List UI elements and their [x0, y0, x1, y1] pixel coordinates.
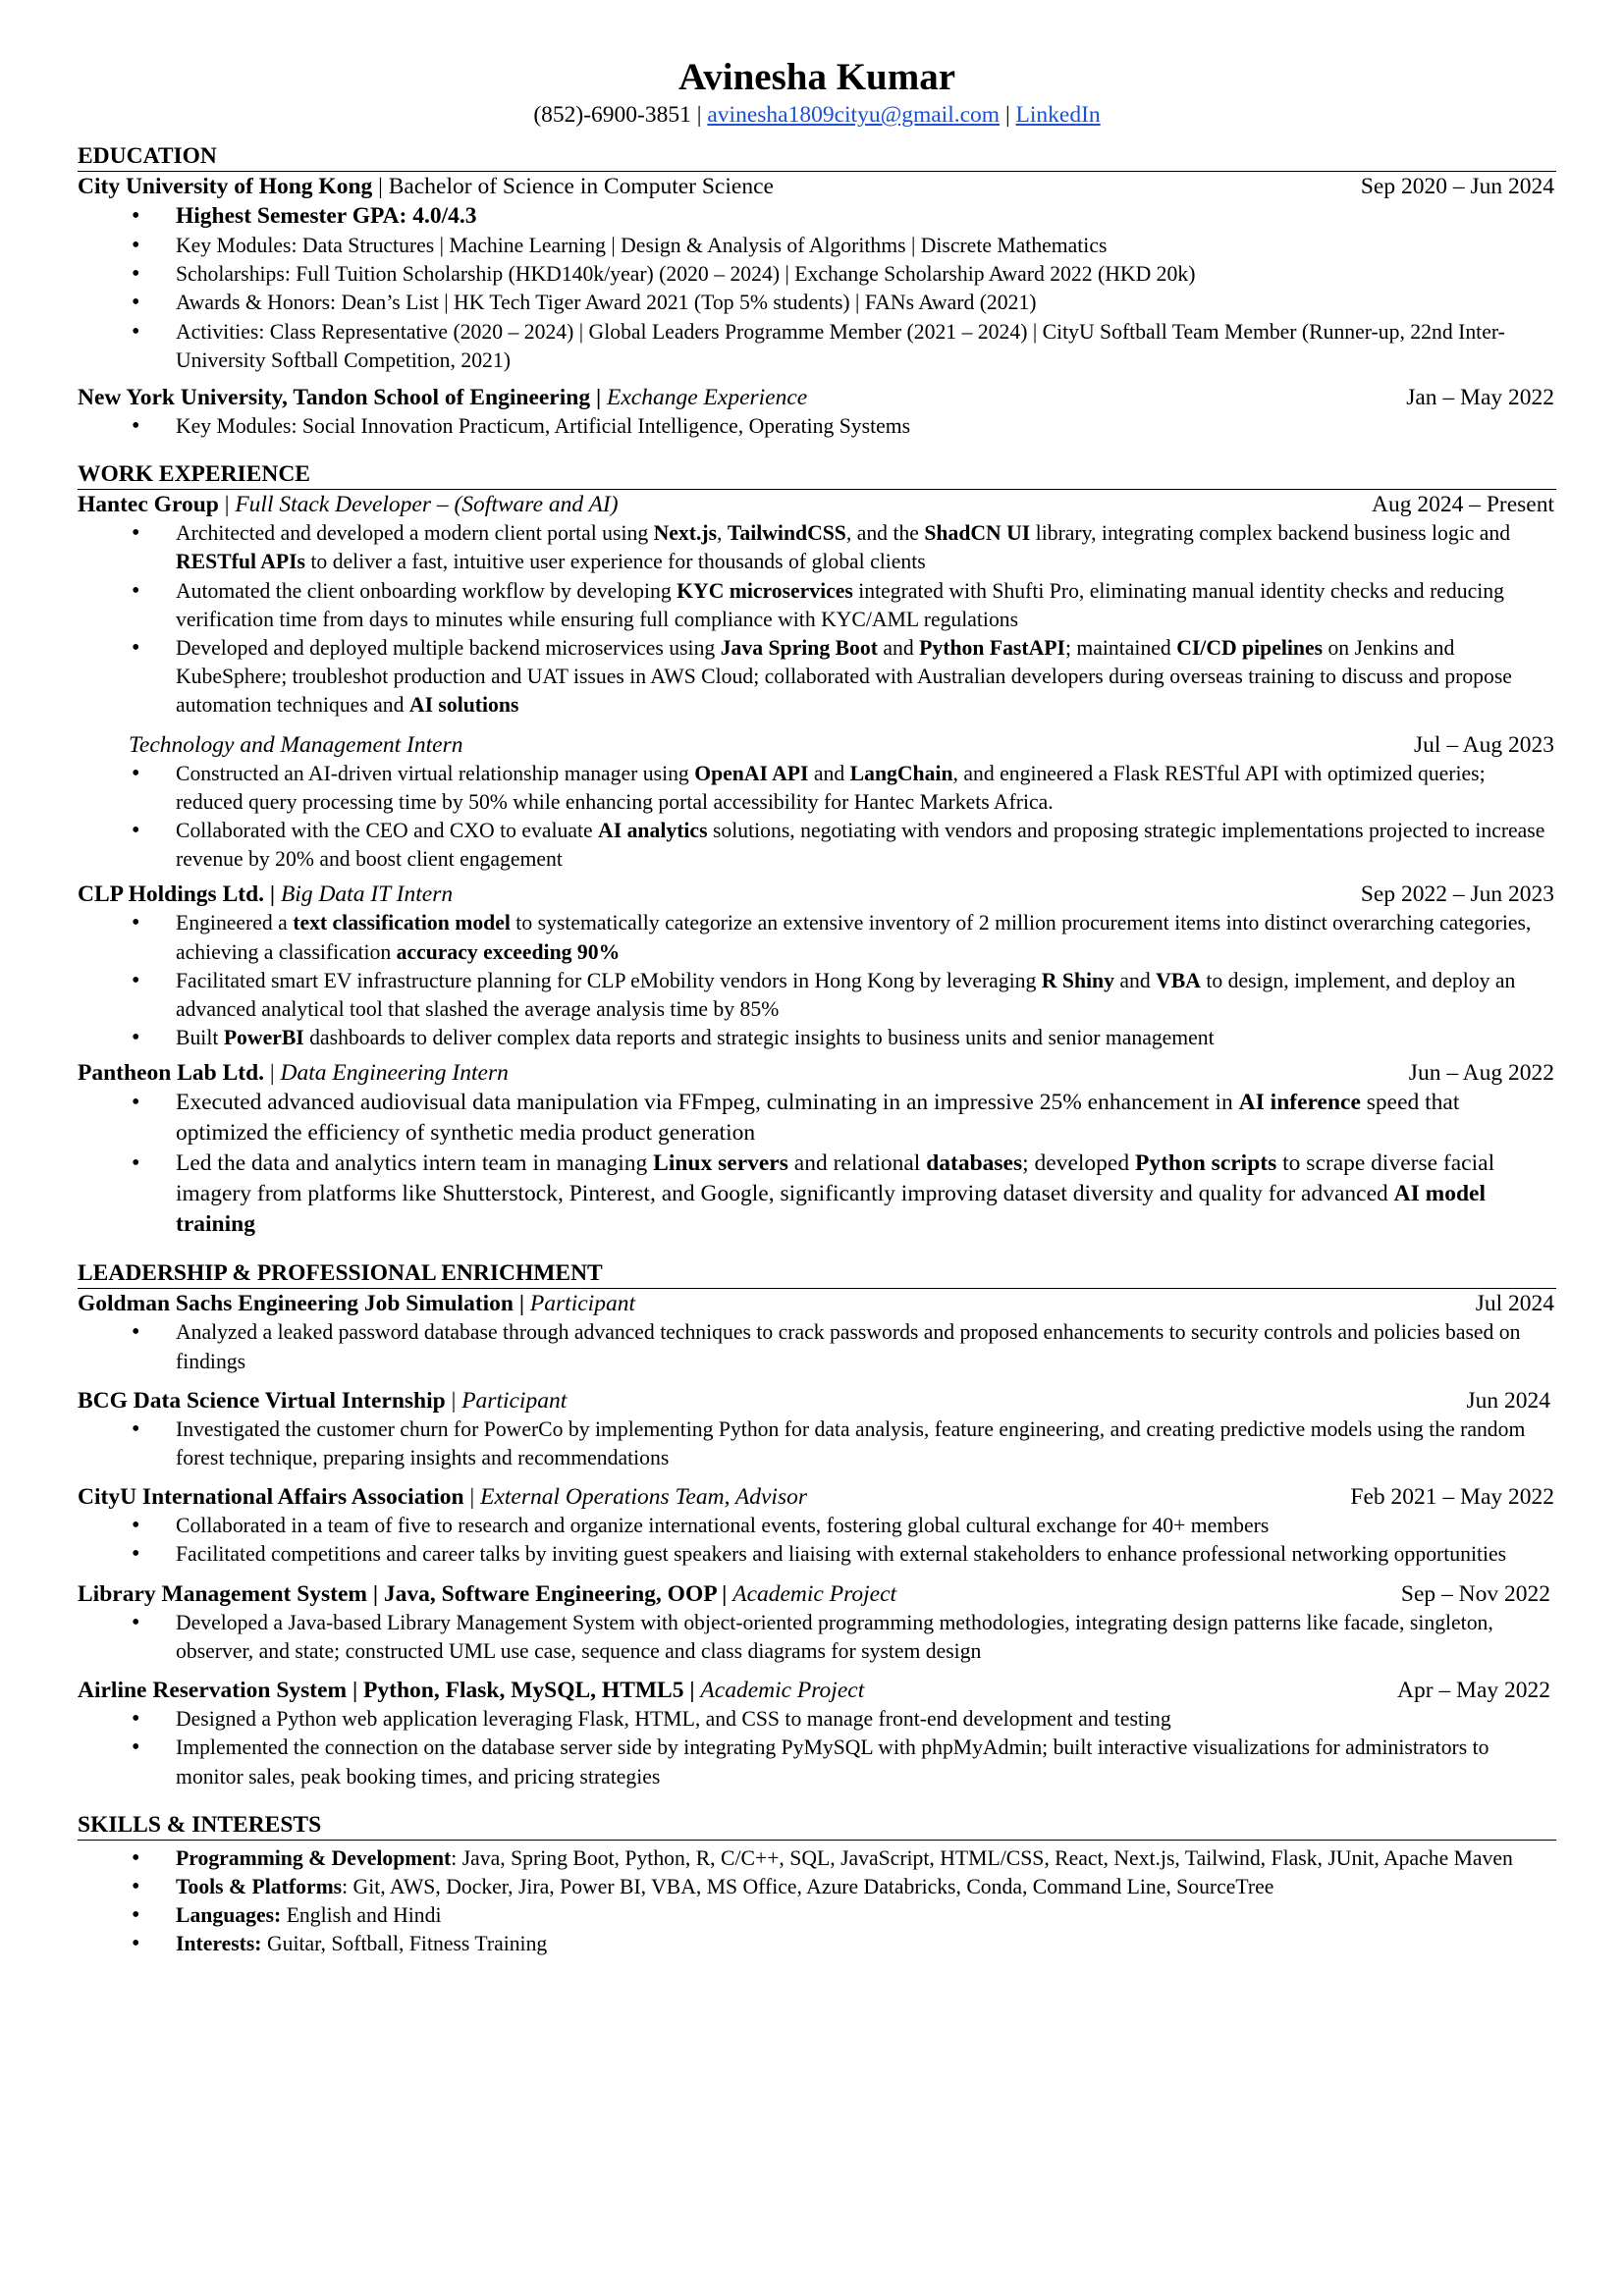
role: Technology and Management Intern — [129, 731, 463, 758]
bullet-list — [78, 1415, 1556, 1472]
org: Goldman Sachs Engineering Job Simulation | — [78, 1291, 525, 1317]
date: Jun – Aug 2022 — [1408, 1060, 1554, 1087]
entry-header: CityU International Affairs Association | External Operations Team, Advisor Feb 2021 – May 2022 — [78, 1484, 1554, 1511]
list-item: • Implemented the connection on the database server side by integrating PyMySQL with phpMyAdmin; built interactive visualizations for administrators to monitor sales, peak booking times, and pricing strategies — [78, 1734, 1556, 1790]
entry-header: Hantec Group | Full Stack Developer – (Software and AI) Aug 2024 – Present — [78, 492, 1554, 518]
list-item: • Built PowerBI dashboards to deliver complex data reports and strategic insights to business units and senior management — [78, 1024, 1556, 1052]
entry-header — [78, 1676, 1556, 1705]
list-item: • Collaborated in a team of five to research and organize international events, fostering global cultural exchange for 40+ members — [78, 1512, 1556, 1540]
bullet-list — [78, 760, 1556, 875]
role: Exchange Experience — [607, 385, 808, 411]
bullet-list — [78, 1705, 1556, 1791]
section-education: EDUCATION — [78, 142, 1556, 172]
date: Jul 2024 — [1475, 1291, 1554, 1317]
bullet-list — [78, 1844, 1556, 1959]
bullet-list — [78, 201, 1556, 375]
org: City University of Hong Kong — [78, 174, 373, 199]
date: Sep 2020 – Jun 2024 — [1360, 174, 1554, 199]
contact-line: (852)-6900-3851 | avinesha1809cityu@gmail.com | LinkedIn — [533, 102, 1101, 128]
bullet-list — [78, 909, 1556, 1052]
list-item: • Facilitated smart EV infrastructure planning for CLP eMobility vendors in Hong Kong by leveraging R Shiny and VBA to design, implement, and deploy an advanced analytical tool that slashed the average analysis time by 85% — [78, 967, 1556, 1024]
list-item: • Investigated the customer churn for PowerCo by implementing Python for data analysis, feature engineering, and creating predictive models using the random forest technique, preparing insights and recommendations — [78, 1415, 1556, 1472]
role: Full Stack Developer – (Software and AI) — [235, 492, 619, 518]
entry-header: BCG Data Science Virtual Internship | Participant Jun 2024 — [78, 1386, 1556, 1415]
list-item: • Automated the client onboarding workflow by developing KYC microservices integrated with Shufti Pro, eliminating manual identity checks and reducing verification time from days to minutes while ensuring full compliance with KYC/AML regulations — [78, 577, 1556, 634]
org: Hantec Group — [78, 492, 219, 518]
list-item: • Languages: English and Hindi — [78, 1901, 1556, 1930]
date: Jun 2024 — [1466, 1387, 1550, 1414]
entry-header — [78, 1289, 1556, 1318]
list-item: • Engineered a text classification model to systematically categorize an extensive inventory of 2 million procurement items into distinct overarching categories, achieving a classification accuracy exceeding 90% — [78, 909, 1556, 966]
entry-header: City University of Hong Kong | Bachelor of Science in Computer Science Sep 2020 – Jun 2024 — [78, 174, 1554, 199]
email-link[interactable]: avinesha1809cityu@gmail.com — [707, 102, 1001, 128]
entry-header: Pantheon Lab Ltd. | Data Engineering Intern Jun – Aug 2022 — [78, 1060, 1554, 1087]
bullet-list — [78, 1318, 1556, 1375]
date: Feb 2021 – May 2022 — [1350, 1484, 1554, 1511]
section-leadership: LEADERSHIP & PROFESSIONAL ENRICHMENT — [78, 1259, 1556, 1289]
bullet-list — [78, 1609, 1556, 1666]
list-item: • Developed a Java-based Library Management System with object-oriented programming methodologies, integrating design patterns like facade, singleton, observer, and state; constructed UML use case, sequence and class diagrams for system design — [78, 1609, 1556, 1666]
org: BCG Data Science Virtual Internship — [78, 1387, 446, 1414]
org: Airline Reservation System | Python, Flask, MySQL, HTML5 | — [78, 1678, 695, 1704]
list-item: • Facilitated competitions and career talks by inviting guest speakers and liaising with external stakeholders to enhance professional networking opportunities — [78, 1540, 1556, 1569]
role: External Operations Team, Advisor — [480, 1484, 808, 1511]
org: Pantheon Lab Ltd. — [78, 1060, 265, 1087]
entry-header — [78, 1579, 1556, 1609]
role: Participant — [529, 1291, 635, 1317]
list-item: • Architected and developed a modern client portal using Next.js, TailwindCSS, and the ShadCN UI library, integrating complex backend business logic and RESTful APIs to deliver a fast, intuitive user experience for thousands of global clients — [78, 519, 1556, 576]
role: Big Data IT Intern — [280, 881, 454, 908]
linkedin-link[interactable]: LinkedIn — [1015, 102, 1101, 128]
role: Participant — [461, 1387, 568, 1414]
role: Academic Project — [700, 1678, 865, 1704]
list-item: • Designed a Python web application leveraging Flask, HTML, and CSS to manage front-end development and testing — [78, 1705, 1556, 1734]
phone: (852)-6900-3851 — [533, 102, 691, 128]
list-item: • Scholarships: Full Tuition Scholarship (HKD140k/year) (2020 – 2024) | Exchange Scholarship Award 2022 (HKD 20k) — [78, 260, 1556, 289]
resume-page — [78, 55, 1556, 1959]
date: Aug 2024 – Present — [1371, 492, 1554, 518]
list-item: • Programming & Development: Java, Spring Boot, Python, R, C/C++, SQL, JavaScript, HTML/CSS, React, Next.js, Tailwind, Flask, JUnit, Apache Maven — [78, 1844, 1556, 1873]
entry-header — [78, 383, 1556, 412]
section-work-experience: WORK EXPERIENCE — [78, 460, 1556, 490]
role: Academic Project — [732, 1580, 897, 1607]
entry-header — [78, 730, 1556, 760]
list-item: • Tools & Platforms: Git, AWS, Docker, Jira, Power BI, VBA, MS Office, Azure Databricks, Conda, Command Line, SourceTree — [78, 1873, 1556, 1901]
list-item: • Interests: Guitar, Softball, Fitness Training — [78, 1930, 1556, 1958]
list-item: • Key Modules: Social Innovation Practicum, Artificial Intelligence, Operating Systems — [78, 412, 1556, 441]
section-skills: SKILLS & INTERESTS — [78, 1811, 1556, 1841]
role: Data Engineering Intern — [280, 1060, 509, 1087]
bullet-list — [78, 519, 1556, 720]
org: Library Management System | Java, Software Engineering, OOP | — [78, 1580, 728, 1607]
entry-header — [78, 880, 1556, 909]
list-item: • Constructed an AI-driven virtual relationship manager using OpenAI API and LangChain, and engineered a Flask RESTful API with optimized queries; reduced query processing time by 50% while enhancing portal accessibility for Hantec Markets Africa. — [78, 760, 1556, 817]
date: Sep – Nov 2022 — [1400, 1580, 1550, 1607]
date: Jul – Aug 2023 — [1414, 731, 1554, 758]
list-item: • Led the data and analytics intern team in managing Linux servers and relational databases; developed Python scripts to scrape diverse facial imagery from platforms like Shutterstock, Pinterest, and Google, significantly improving dataset diversity and quality for advanced AI model training — [78, 1148, 1556, 1240]
org: CityU International Affairs Association — [78, 1484, 464, 1511]
role: Bachelor of Science in Computer Science — [388, 174, 774, 199]
date: Sep 2022 – Jun 2023 — [1360, 881, 1554, 908]
list-item: • Analyzed a leaked password database through advanced techniques to crack passwords and proposed enhancements to security controls and policies based on findings — [78, 1318, 1556, 1375]
list-item: • Key Modules: Data Structures | Machine Learning | Design & Analysis of Algorithms | Discrete Mathematics — [78, 232, 1556, 260]
list-item: • Developed and deployed multiple backend microservices using Java Spring Boot and Python FastAPI; maintained CI/CD pipelines on Jenkins and KubeSphere; troubleshot production and UAT issues in AWS Cloud; collaborated with Australian developers during overseas training to discuss and propose automation techniques and AI solutions — [78, 634, 1556, 721]
list-item: • Awards & Honors: Dean’s List | HK Tech Tiger Award 2021 (Top 5% students) | FANs Award (2021) — [78, 289, 1556, 317]
bullet-list — [78, 1512, 1556, 1569]
bullet-list — [78, 1088, 1556, 1240]
list-item: • Activities: Class Representative (2020 – 2024) | Global Leaders Programme Member (2021 – 2024) | CityU Softball Team Member (Runner-up, 22nd Inter-University Softball Competition, 2021) — [78, 318, 1556, 375]
date: Jan – May 2022 — [1406, 385, 1554, 411]
date: Apr – May 2022 — [1397, 1678, 1550, 1704]
list-item: • Executed advanced audiovisual data manipulation via FFmpeg, culminating in an impressive 25% enhancement in AI inference speed that optimized the efficiency of synthetic media product generation — [78, 1088, 1556, 1148]
org: CLP Holdings Ltd. | — [78, 881, 276, 908]
candidate-name: Avinesha Kumar — [677, 56, 956, 98]
org: New York University, Tandon School of Engineering | — [78, 385, 602, 411]
bullet-list — [78, 412, 1556, 441]
list-item: • Highest Semester GPA: 4.0/4.3 — [78, 201, 1556, 232]
list-item: • Collaborated with the CEO and CXO to evaluate AI analytics solutions, negotiating with vendors and proposing strategic implementations projected to increase revenue by 20% and boost client engagement — [78, 817, 1556, 874]
